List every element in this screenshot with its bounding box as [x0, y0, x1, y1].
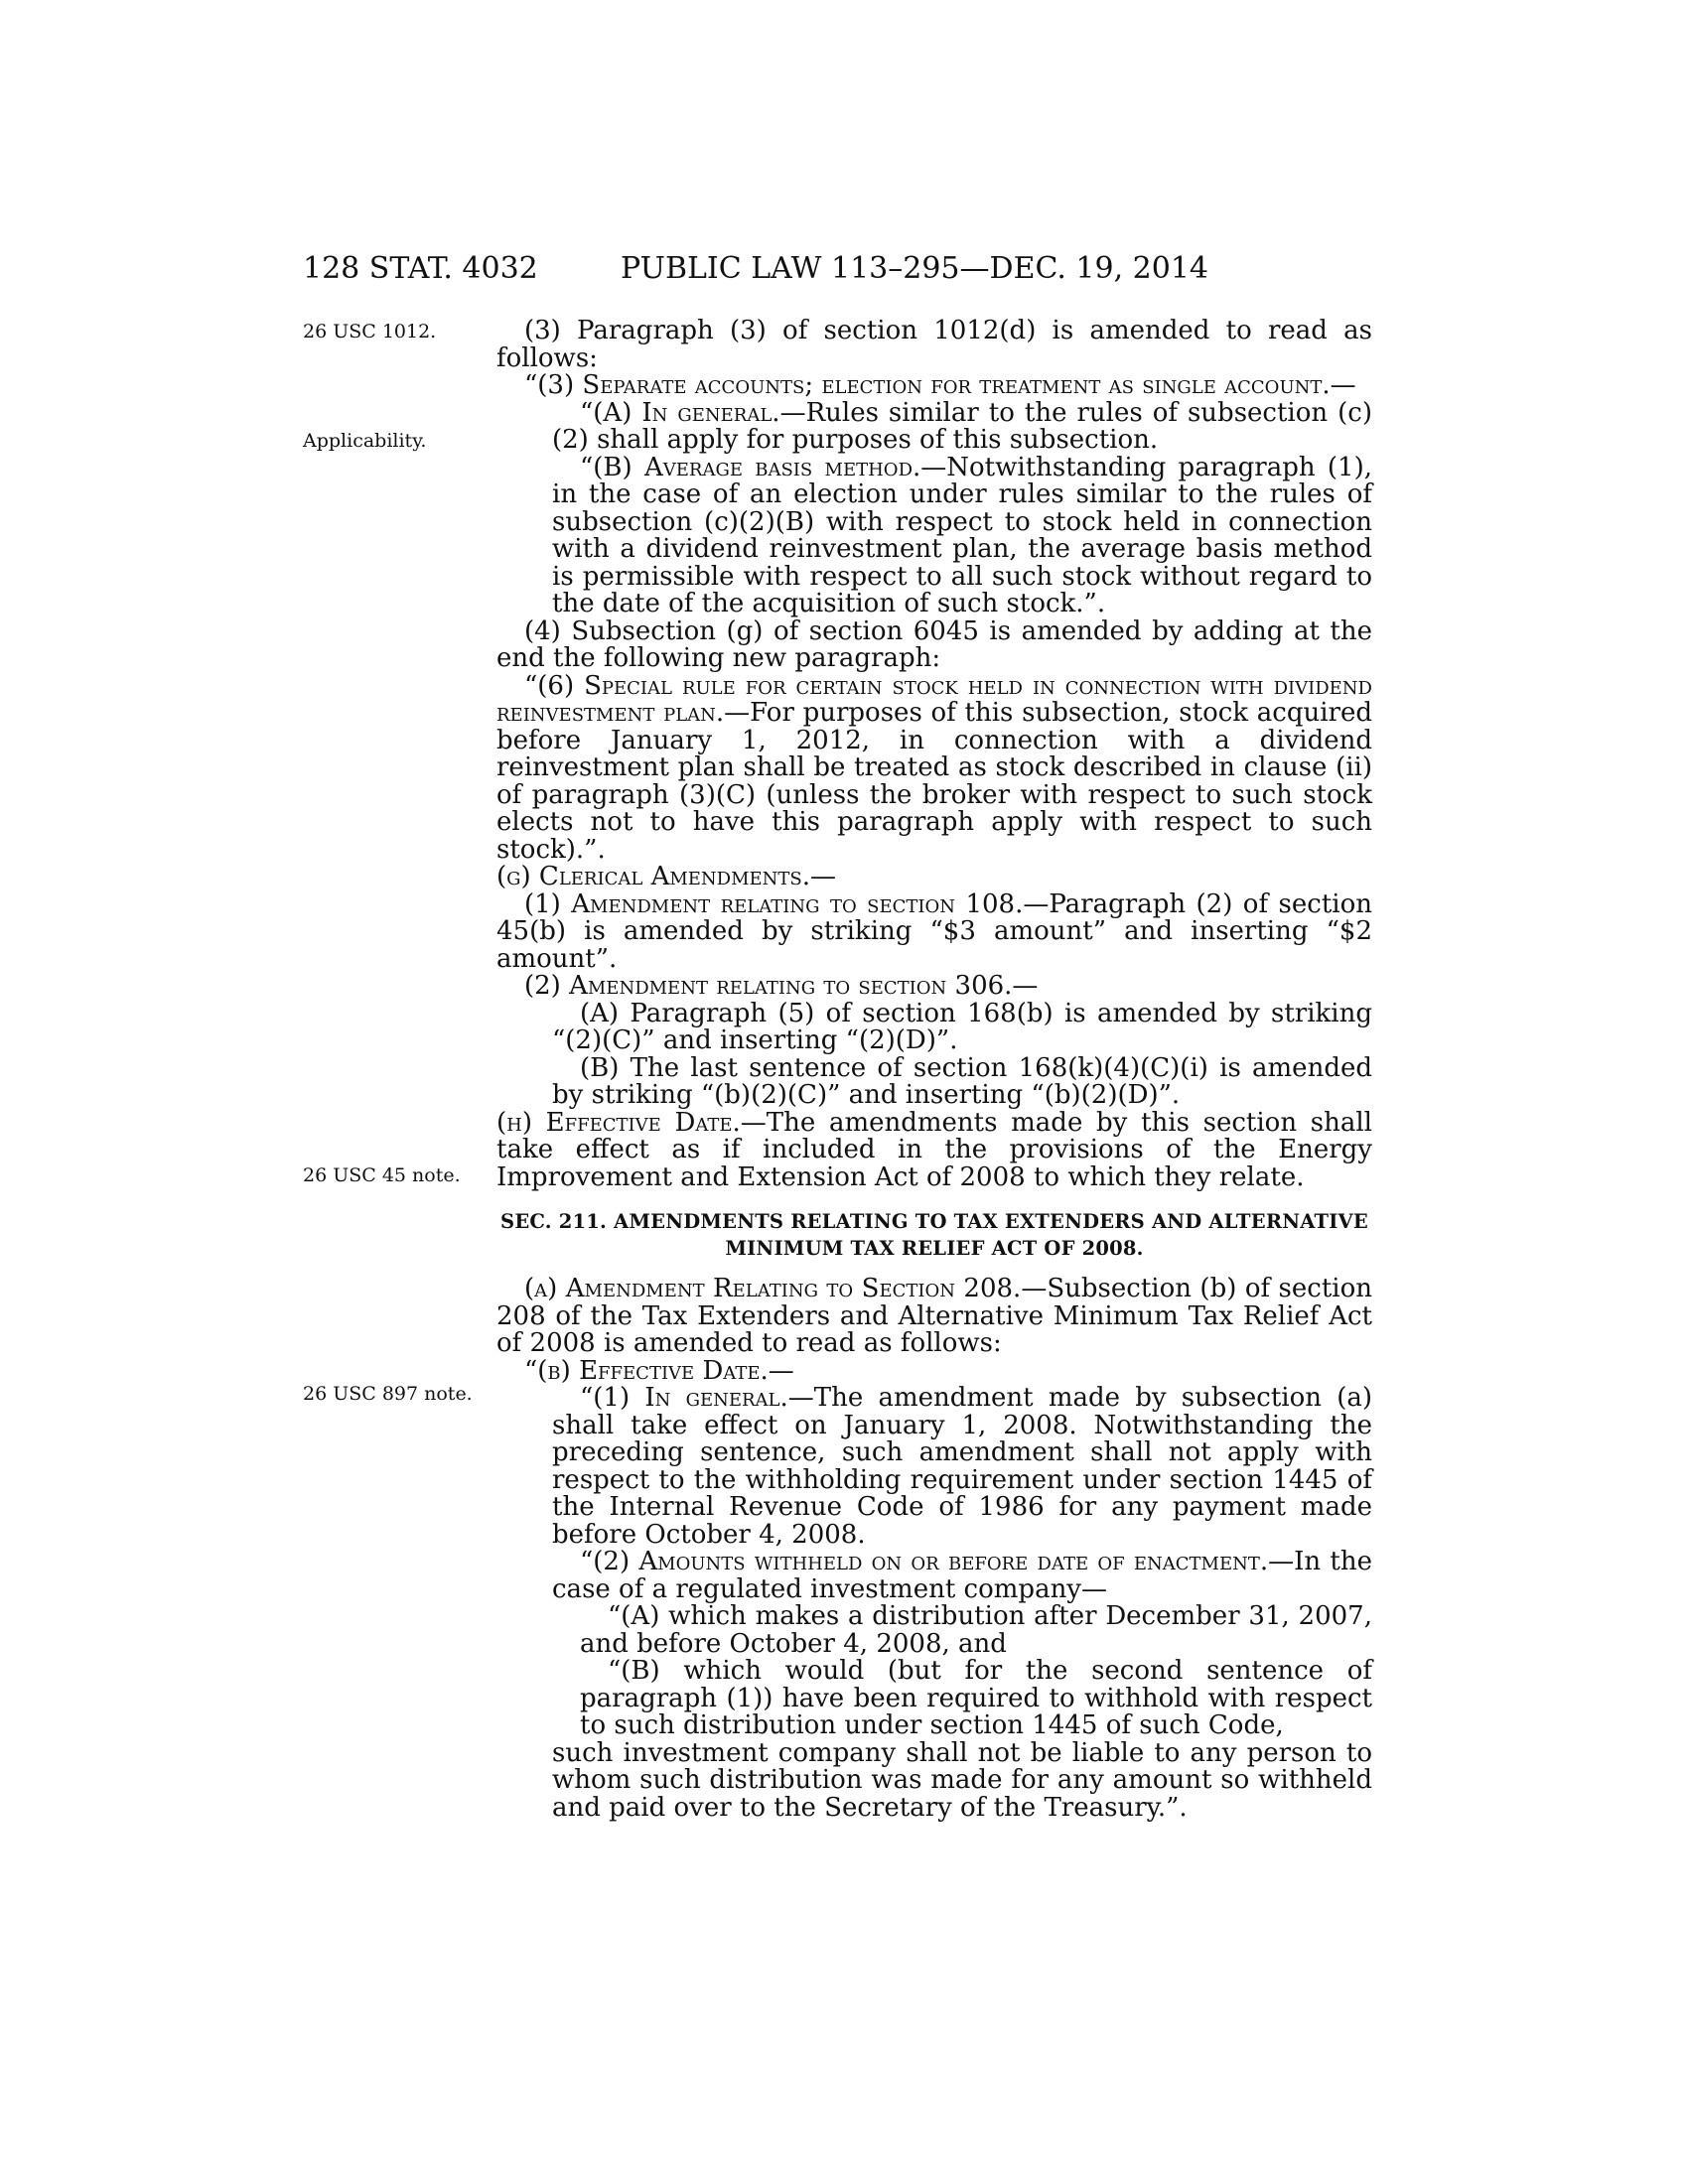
paragraph-heading: (g) Clerical Amendments.—: [496, 862, 837, 891]
paragraph: [496, 1549, 1372, 1603]
paragraph-text: —The amendments made by this section shall take effect as if included in the provisions of the Energy Improvement and Extension Act of 2008 to which they relate.: [496, 1107, 1372, 1192]
paragraph-heading: “(3) Separate accounts; election for treatment as single account.—: [524, 370, 1356, 400]
paragraph: [496, 670, 1372, 865]
margin-note: 26 USC 897 note.: [303, 1383, 473, 1405]
paragraph-text: —The amendment made by subsection (a) shall take effect on January 1, 2008. Notwithstanding the preceding sentence, such amendment shall not apply with respect to the withholding requirement under section 1445 of the Internal Revenue Code of 1986 for any payment made before October 4, 2008.: [552, 1383, 1372, 1550]
paragraph-text: —Notwithstanding paragraph (1), in the case of an election under rules similar to the rules of subsection (c)(2)(B) with respect to stock held in connection with a dividend reinvestment plan, the average basis method is permissible with respect to all such stock without regard to the date of the acquisition of such stock.”.: [552, 452, 1372, 618]
paragraph: (3) Paragraph (3) of section 1012(d) is amended to read as follows:: [496, 316, 1372, 373]
paragraph: [496, 1276, 1372, 1358]
running-header-stat: 128 STAT. 4032: [303, 251, 538, 286]
paragraph: [496, 888, 1372, 974]
paragraph-heading: “(2) Amounts withheld on or before date of enactment.: [580, 1547, 1269, 1576]
document-body: [496, 318, 1372, 1822]
paragraph-text: —Rules similar to the rules of subsection (c)(2) shall apply for purposes of this subsection.: [552, 397, 1372, 455]
paragraph-text: —Paragraph (2) of section 45(b) is amended by striking “$3 amount” and inserting “$2 amount”.: [496, 888, 1372, 974]
paragraph: (B) The last sentence of section 168(k)(4)(C)(i) is amended by striking “(b)(2)(C)” and inserting “(b)(2)(D)”.: [552, 1052, 1372, 1110]
paragraph: [496, 864, 1372, 891]
paragraph: [496, 372, 1372, 400]
paragraph: (4) Subsection (g) of section 6045 is amended by adding at the end the following new paragraph:: [496, 615, 1372, 673]
paragraph: [496, 397, 1372, 455]
paragraph: [496, 973, 1372, 1001]
paragraph: (A) Paragraph (5) of section 168(b) is amended by striking “(2)(C)” and inserting “(2)(D)”.: [552, 998, 1372, 1055]
paragraph-text: —Subsection (b) of section 208 of the Tax Extenders and Alternative Minimum Tax Relief Act of 2008 is amended to read as follows:: [496, 1274, 1372, 1358]
paragraph-heading: (2) Amendment relating to section 306.—: [524, 971, 1039, 1001]
paragraph: “(A) which makes a distribution after December 31, 2007, and before October 4, 2008, and: [580, 1601, 1372, 1659]
paragraph-heading: (a) Amendment Relating to Section 208.: [524, 1274, 1022, 1303]
paragraph: such investment company shall not be liable to any person to whom such distribution was made for any amount so withheld and paid over to the Secretary of the Treasury.”.: [552, 1737, 1372, 1823]
margin-note: Applicability.: [303, 430, 427, 452]
paragraph-text: —For purposes of this subsection, stock acquired before January 1, 2012, in connection with a dividend reinvestment plan shall be treated as stock described in clause (ii) of paragraph (3)(C) (unless the broker with respect to such stock elects not to have this paragraph apply with respect to such stock).”.: [496, 698, 1372, 865]
paragraph: “(B) which would (but for the second sentence of paragraph (1)) have been required to withhold with respect to such distribution under section 1445 of such Code,: [580, 1656, 1372, 1740]
margin-note: 26 USC 45 note.: [303, 1164, 461, 1186]
paragraph-heading: (1) Amendment relating to section 108.: [524, 888, 1024, 919]
paragraph: [496, 452, 1372, 618]
paragraph: [496, 1107, 1372, 1192]
paragraph-text: —In the case of a regulated investment company—: [552, 1547, 1372, 1604]
margin-note: 26 USC 1012.: [303, 321, 437, 342]
paragraph-heading: “(6) Special rule for certain stock held in connection with dividend reinvestment plan.: [496, 670, 1372, 728]
section-heading: SEC. 211. AMENDMENTS RELATING TO TAX EXTENDERS AND ALTERNATIVE MINIMUM TAX RELIEF ACT OF 2008.: [500, 1210, 1368, 1260]
paragraph-heading: (h) Effective Date.: [496, 1107, 741, 1138]
paragraph-heading: “(b) Effective Date.—: [524, 1355, 794, 1386]
paragraph-heading: “(1) In general.: [580, 1383, 788, 1413]
paragraph-heading: “(A) In general.: [580, 397, 780, 428]
running-header-law: PUBLIC LAW 113–295—DEC. 19, 2014: [621, 251, 1209, 286]
paragraph: [496, 1355, 1372, 1386]
paragraph: [496, 1385, 1372, 1549]
paragraph-heading: “(B) Average basis method.: [580, 452, 921, 482]
